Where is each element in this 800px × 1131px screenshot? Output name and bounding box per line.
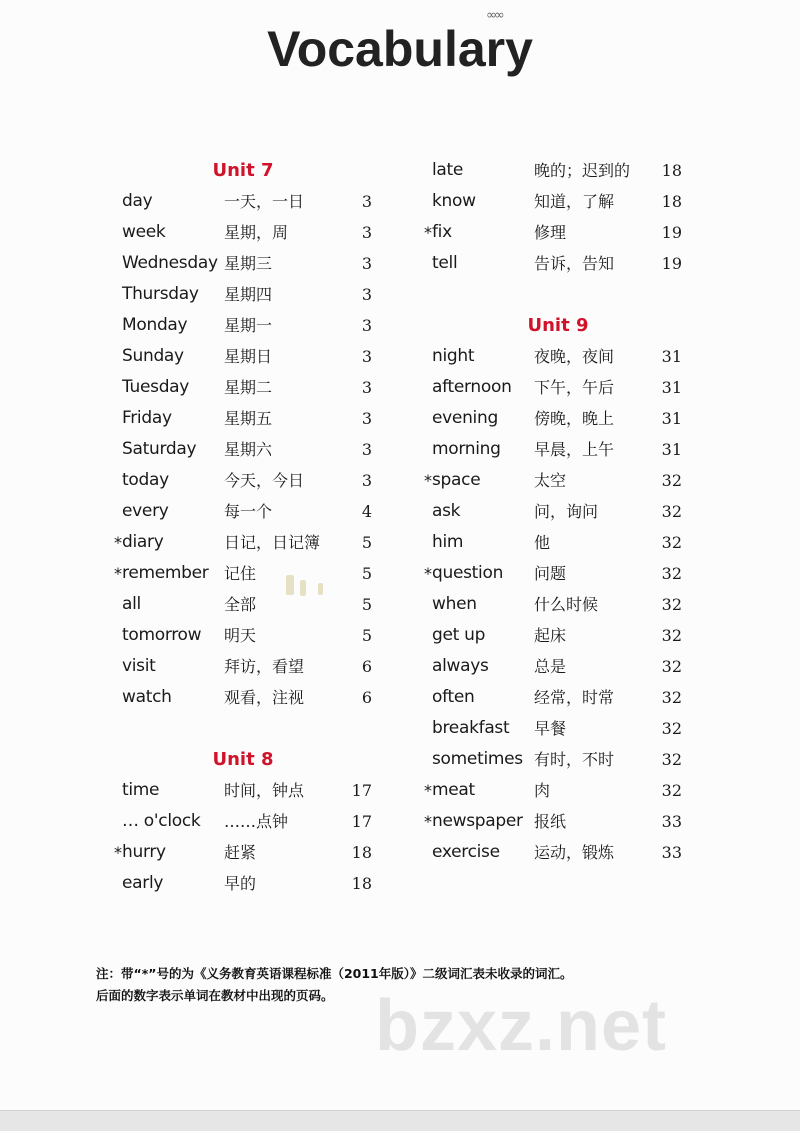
chinese-meaning: 星期五 <box>224 409 273 428</box>
page-number: 18 <box>661 192 682 211</box>
chinese-meaning: 星期六 <box>224 440 273 459</box>
chinese-meaning: 什么时候 <box>534 595 599 614</box>
page-number: 3 <box>361 285 372 304</box>
page-number: 5 <box>361 595 372 614</box>
footnote-line-1: 注：带“*”号的为《义务教育英语课程标准（2011年版）》二级词汇表未收录的词汇。 <box>96 966 573 981</box>
page-number: 19 <box>661 223 682 242</box>
chinese-meaning: 早晨，上午 <box>534 440 615 459</box>
page-number: 31 <box>661 440 682 459</box>
chinese-meaning: 一天，一日 <box>224 192 305 211</box>
syllabus-star-marker: * <box>424 564 432 583</box>
page-number: 5 <box>361 564 372 583</box>
vocabulary-entry <box>418 651 698 682</box>
page-number: 3 <box>361 440 372 459</box>
chinese-meaning: 全部 <box>224 595 257 614</box>
vocabulary-entry <box>108 496 378 527</box>
vocabulary-entry <box>108 651 378 682</box>
chinese-meaning: 晚的；迟到的 <box>534 161 631 180</box>
english-word: Friday <box>122 408 172 428</box>
vocabulary-entry <box>418 837 698 868</box>
section-spacer <box>418 279 698 310</box>
vocabulary-entry <box>108 465 378 496</box>
chinese-meaning: 报纸 <box>534 812 567 831</box>
vocabulary-entry <box>108 217 378 248</box>
vocabulary-entry <box>418 372 698 403</box>
chinese-meaning: 日记，日记簿 <box>224 533 321 552</box>
vocabulary-entry <box>418 465 698 496</box>
english-word: today <box>122 470 169 490</box>
chinese-meaning: 赶紧 <box>224 843 257 862</box>
vocabulary-entry <box>108 682 378 713</box>
page-number: 17 <box>351 781 372 800</box>
english-word: evening <box>432 408 498 428</box>
syllabus-star-marker: * <box>114 843 122 862</box>
syllabus-star-marker: * <box>424 812 432 831</box>
page-number: 32 <box>661 595 682 614</box>
page-number: 18 <box>661 161 682 180</box>
english-word: know <box>432 191 476 211</box>
english-word: him <box>432 532 464 552</box>
page-number: 3 <box>361 192 372 211</box>
page-number: 33 <box>661 812 682 831</box>
footnote-line-2: 后面的数字表示单词在教材中出现的页码。 <box>96 988 334 1003</box>
vocabulary-entry <box>108 186 378 217</box>
page-number: 32 <box>661 626 682 645</box>
vocabulary-entry <box>418 217 698 248</box>
vocabulary-entry <box>418 682 698 713</box>
english-word: … o'clock <box>122 811 201 831</box>
vocabulary-entry <box>418 744 698 775</box>
vocabulary-entry <box>108 248 378 279</box>
english-word: breakfast <box>432 718 510 738</box>
page-number: 3 <box>361 223 372 242</box>
vocabulary-entry <box>108 837 378 868</box>
chinese-meaning: 观看，注视 <box>224 688 305 707</box>
english-word: Tuesday <box>122 377 190 397</box>
print-smudge <box>318 583 323 595</box>
vocabulary-entry <box>418 806 698 837</box>
english-word: time <box>122 780 160 800</box>
print-smudge <box>286 575 294 595</box>
unit-heading: Unit 8 <box>212 749 274 770</box>
vocabulary-entry <box>108 341 378 372</box>
chinese-meaning: 他 <box>534 533 551 552</box>
chinese-meaning: 星期三 <box>224 254 273 273</box>
chinese-meaning: 拜访，看望 <box>224 657 305 676</box>
vocabulary-entry <box>418 403 698 434</box>
page-number: 32 <box>661 657 682 676</box>
english-word: space <box>432 470 481 490</box>
chinese-meaning: 星期一 <box>224 316 273 335</box>
chinese-meaning: 知道，了解 <box>534 192 615 211</box>
syllabus-star-marker: * <box>424 471 432 490</box>
vocabulary-column-left <box>108 155 378 899</box>
english-word: Wednesday <box>122 253 218 273</box>
chinese-meaning: ……点钟 <box>224 812 289 831</box>
unit-heading: Unit 9 <box>527 315 589 336</box>
chinese-meaning: 修理 <box>534 223 567 242</box>
page-number: 3 <box>361 409 372 428</box>
english-word: watch <box>122 687 172 707</box>
chinese-meaning: 下午，午后 <box>534 378 615 397</box>
page-number: 18 <box>351 874 372 893</box>
chinese-meaning: 早餐 <box>534 719 567 738</box>
syllabus-star-marker: * <box>424 223 432 242</box>
chinese-meaning: 傍晚，晚上 <box>534 409 615 428</box>
vocabulary-entry <box>108 868 378 899</box>
english-word: night <box>432 346 475 366</box>
page-number: 31 <box>661 347 682 366</box>
page-number: 32 <box>661 688 682 707</box>
vocabulary-entry <box>418 155 698 186</box>
page-number: 32 <box>661 750 682 769</box>
vocabulary-entry <box>418 713 698 744</box>
english-word: visit <box>122 656 156 676</box>
chinese-meaning: 星期二 <box>224 378 273 397</box>
chinese-meaning: 经常，时常 <box>534 688 615 707</box>
english-word: hurry <box>122 842 166 862</box>
vocabulary-entry <box>108 279 378 310</box>
english-word: week <box>122 222 166 242</box>
vocabulary-entry <box>418 496 698 527</box>
vocabulary-entry <box>108 434 378 465</box>
chinese-meaning: 每一个 <box>224 502 273 521</box>
english-word: early <box>122 873 164 893</box>
page-number: 18 <box>351 843 372 862</box>
page-number: 3 <box>361 316 372 335</box>
english-word: Saturday <box>122 439 197 459</box>
english-word: every <box>122 501 169 521</box>
english-word: day <box>122 191 153 211</box>
page-number: 33 <box>661 843 682 862</box>
section-spacer <box>108 713 378 744</box>
vocabulary-column-right <box>418 155 698 868</box>
page-number: 31 <box>661 409 682 428</box>
chinese-meaning: 告诉，告知 <box>534 254 615 273</box>
chinese-meaning: 问，询问 <box>534 502 599 521</box>
unit-heading: Unit 7 <box>212 160 274 181</box>
chinese-meaning: 早的 <box>224 874 257 893</box>
vocabulary-entry <box>108 589 378 620</box>
vocabulary-entry <box>108 620 378 651</box>
vocabulary-entry <box>108 806 378 837</box>
vocabulary-entry <box>108 403 378 434</box>
page-number: 17 <box>351 812 372 831</box>
chinese-meaning: 有时，不时 <box>534 750 615 769</box>
english-word: sometimes <box>432 749 523 769</box>
page-number: 3 <box>361 378 372 397</box>
print-smudge <box>300 580 306 596</box>
vocabulary-entry <box>418 341 698 372</box>
chinese-meaning: 起床 <box>534 626 567 645</box>
vocabulary-entry <box>418 527 698 558</box>
syllabus-star-marker: * <box>424 781 432 800</box>
english-word: always <box>432 656 489 676</box>
english-word: fix <box>432 222 452 242</box>
vocabulary-entry <box>418 248 698 279</box>
english-word: question <box>432 563 504 583</box>
chinese-meaning: 记住 <box>224 564 257 583</box>
english-word: morning <box>432 439 501 459</box>
english-word: newspaper <box>432 811 523 831</box>
syllabus-star-marker: * <box>114 533 122 552</box>
page-number: 32 <box>661 781 682 800</box>
english-word: Monday <box>122 315 188 335</box>
page-number: 6 <box>361 688 372 707</box>
chinese-meaning: 肉 <box>534 781 551 800</box>
chinese-meaning: 时间，钟点 <box>224 781 305 800</box>
vocabulary-entry <box>418 558 698 589</box>
page-number: 6 <box>361 657 372 676</box>
vocabulary-entry <box>108 372 378 403</box>
chinese-meaning: 今天，今日 <box>224 471 305 490</box>
vocabulary-entry <box>418 775 698 806</box>
vocabulary-entry <box>418 186 698 217</box>
english-word: tell <box>432 253 458 273</box>
page-number: 3 <box>361 471 372 490</box>
english-word: Sunday <box>122 346 184 366</box>
english-word: all <box>122 594 141 614</box>
viewer-bottom-bar <box>0 1110 800 1131</box>
chinese-meaning: 星期，周 <box>224 223 289 242</box>
english-word: remember <box>122 563 209 583</box>
english-word: diary <box>122 532 164 552</box>
chinese-meaning: 星期四 <box>224 285 273 304</box>
decorative-ornament-icon: ∞∞ <box>486 8 502 23</box>
page-number: 5 <box>361 533 372 552</box>
page-number: 19 <box>661 254 682 273</box>
page-number: 4 <box>361 502 372 521</box>
english-word: often <box>432 687 475 707</box>
chinese-meaning: 问题 <box>534 564 567 583</box>
chinese-meaning: 明天 <box>224 626 257 645</box>
chinese-meaning: 星期日 <box>224 347 273 366</box>
page-number: 32 <box>661 471 682 490</box>
page-number: 31 <box>661 378 682 397</box>
page-number: 3 <box>361 347 372 366</box>
vocabulary-entry <box>418 434 698 465</box>
vocabulary-entry <box>418 589 698 620</box>
page-title: Vocabulary <box>267 21 533 77</box>
english-word: get up <box>432 625 486 645</box>
english-word: meat <box>432 780 475 800</box>
english-word: exercise <box>432 842 500 862</box>
english-word: tomorrow <box>122 625 202 645</box>
page-number: 32 <box>661 564 682 583</box>
chinese-meaning: 运动，锻炼 <box>534 843 615 862</box>
vocabulary-entry <box>108 775 378 806</box>
vocabulary-entry <box>418 620 698 651</box>
english-word: Thursday <box>122 284 199 304</box>
watermark: bzxz.net <box>375 986 668 1066</box>
chinese-meaning: 总是 <box>534 657 567 676</box>
page-number: 3 <box>361 254 372 273</box>
english-word: late <box>432 160 464 180</box>
vocabulary-entry <box>108 558 378 589</box>
page-number: 32 <box>661 533 682 552</box>
chinese-meaning: 太空 <box>534 471 567 490</box>
page-number: 32 <box>661 719 682 738</box>
vocabulary-entry <box>108 527 378 558</box>
chinese-meaning: 夜晚，夜间 <box>534 347 615 366</box>
english-word: ask <box>432 501 461 521</box>
page-number: 32 <box>661 502 682 521</box>
page-number: 5 <box>361 626 372 645</box>
english-word: afternoon <box>432 377 512 397</box>
english-word: when <box>432 594 477 614</box>
vocabulary-entry <box>108 310 378 341</box>
syllabus-star-marker: * <box>114 564 122 583</box>
